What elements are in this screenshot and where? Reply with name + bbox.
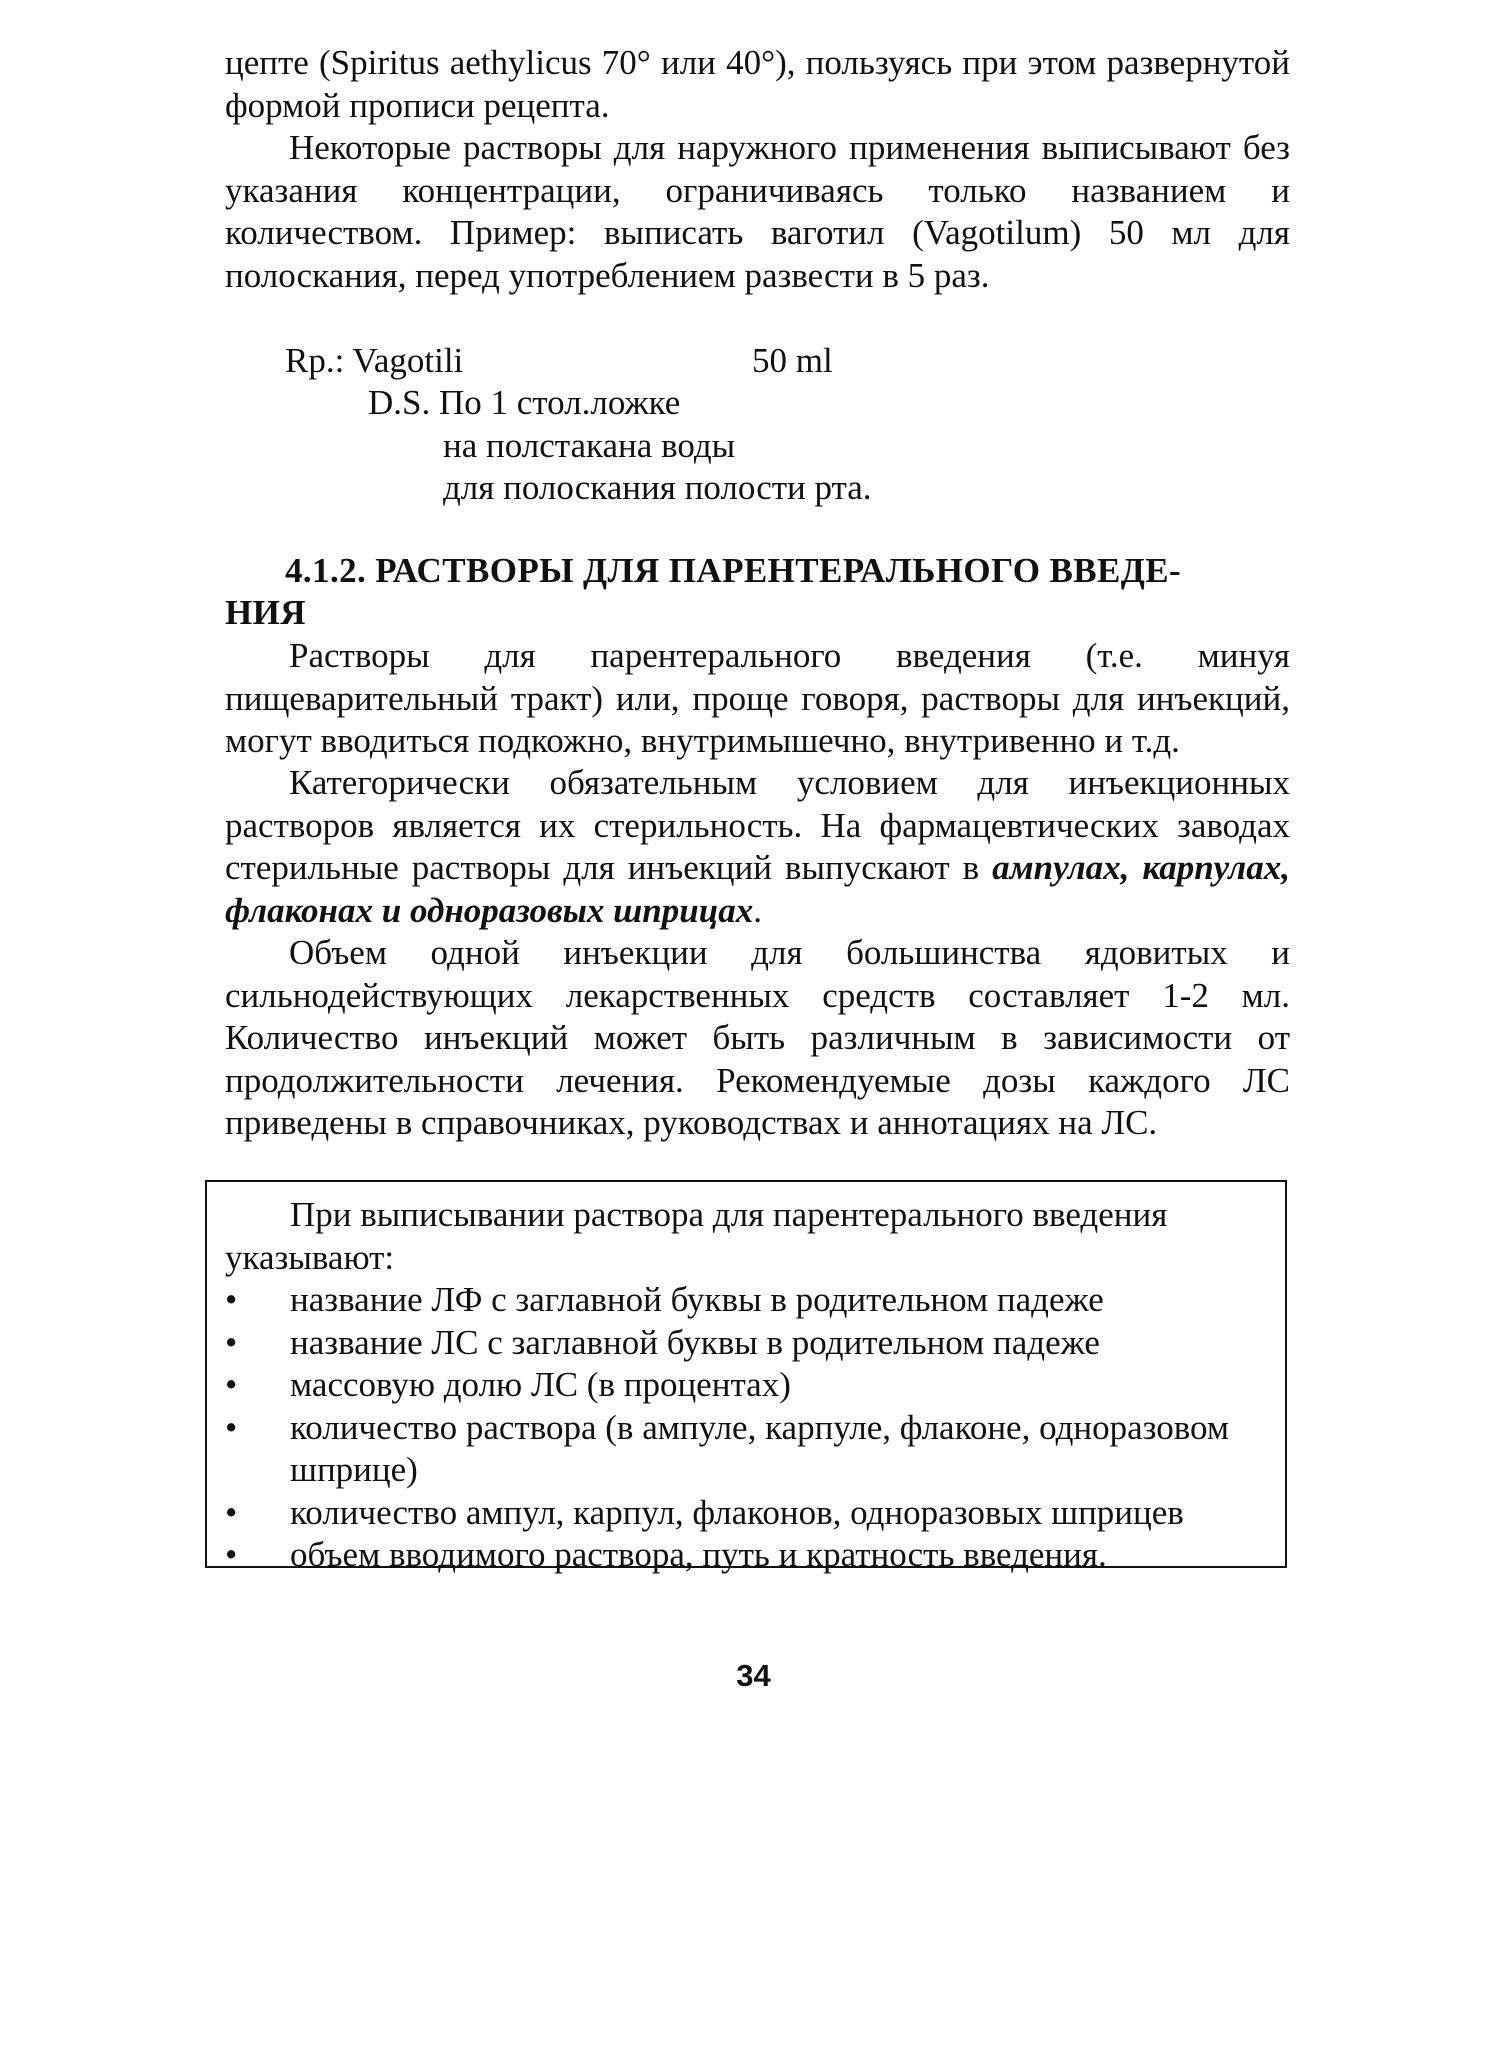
- rules-list-item: [225, 1407, 1270, 1492]
- bullet-icon: •: [225, 1322, 238, 1362]
- rules-item-text: количество раствора (в ампуле, карпуле, флаконе, одноразовом шприце): [290, 1407, 1230, 1489]
- sterility-emphasis: ампулах, карпулах, флаконах и одноразовых шприцах: [225, 848, 1290, 930]
- prescription-signa-line-3: для полоскания полости рта.: [443, 468, 872, 507]
- paragraph-continuation: цепте (Spiritus aethylicus 70° или 40°), пользуясь при этом развернутой формой прописи рецепта.: [225, 43, 1290, 125]
- paragraph-injection-volume: Объем одной инъекции для большинства ядовитых и сильнодействующих лекарственных средств составляет 1-2 мл. Количество инъекций может быть различным в зависимости от продолжительности лечения. Рекомендуемые дозы каждого ЛС приведены в справочниках, руководствах и аннотациях на ЛС.: [225, 933, 1290, 1142]
- rules-item-text: название ЛС с заглавной буквы в родительном падеже: [290, 1322, 1100, 1362]
- rules-item-text: количество ампул, карпул, флаконов, одноразовых шприцев: [290, 1492, 1184, 1532]
- sterility-text-start: Категорически обязательным условием для инъекционных растворов является их стерильность. На фармацевтических заводах стерильные растворы для инъекций выпускают в: [225, 763, 1290, 887]
- rules-list-item: [225, 1364, 1270, 1407]
- bullet-icon: •: [225, 1365, 238, 1404]
- section-heading: [225, 550, 1290, 634]
- prescription-signa-line-1: D.S. По 1 стол.ложке: [368, 383, 681, 422]
- rules-list-item: [225, 1534, 1270, 1577]
- prescription-signa-line-2: на полстакана воды: [443, 426, 736, 465]
- rules-list-item: [225, 1279, 1270, 1322]
- page-number: 34: [736, 1658, 771, 1693]
- section-heading-line-1: 4.1.2. РАСТВОРЫ ДЛЯ ПАРЕНТЕРАЛЬНОГО ВВЕДЕ-: [285, 551, 1182, 590]
- rules-list-item: [225, 1492, 1270, 1535]
- rules-box: [205, 1180, 1287, 1574]
- prescription-amount: 50 ml: [752, 341, 833, 380]
- rules-item-text: объем вводимого раствора, путь и кратность введения.: [290, 1535, 1107, 1574]
- bullet-icon: •: [225, 1492, 238, 1532]
- rules-item-text: название ЛФ с заглавной буквы в родительном падеже: [290, 1280, 1104, 1319]
- paragraph-parenteral-definition: Растворы для парентерального введения (т.е. минуя пищеварительный тракт) или, проще говоря, растворы для инъекций, могут вводиться подкожно, внутримышечно, внутривенно и т.д.: [225, 636, 1290, 760]
- rules-box-intro: При выписывании раствора для парентерального введения указывают:: [225, 1195, 1168, 1277]
- sterility-text-end: .: [753, 890, 762, 930]
- rules-list-item: [225, 1322, 1270, 1365]
- bullet-icon: •: [225, 1407, 238, 1447]
- bullet-icon: •: [225, 1280, 238, 1319]
- section-heading-line-2: НИЯ: [225, 593, 306, 632]
- rules-item-text: массовую долю ЛС (в процентах): [290, 1365, 791, 1404]
- prescription-rp-line: Rp.: Vagotili: [285, 341, 464, 380]
- rules-list: [225, 1279, 1270, 1577]
- paragraph-external-solutions: Некоторые растворы для наружного применения выписывают без указания концентрации, ограничиваясь только названием и количеством. Пример: выписать ваготил (Vagotilum) 50 мл для полоскания, перед употреблением развести в 5 раз.: [225, 128, 1290, 295]
- paragraph-sterility: [225, 762, 1290, 932]
- bullet-icon: •: [225, 1535, 238, 1574]
